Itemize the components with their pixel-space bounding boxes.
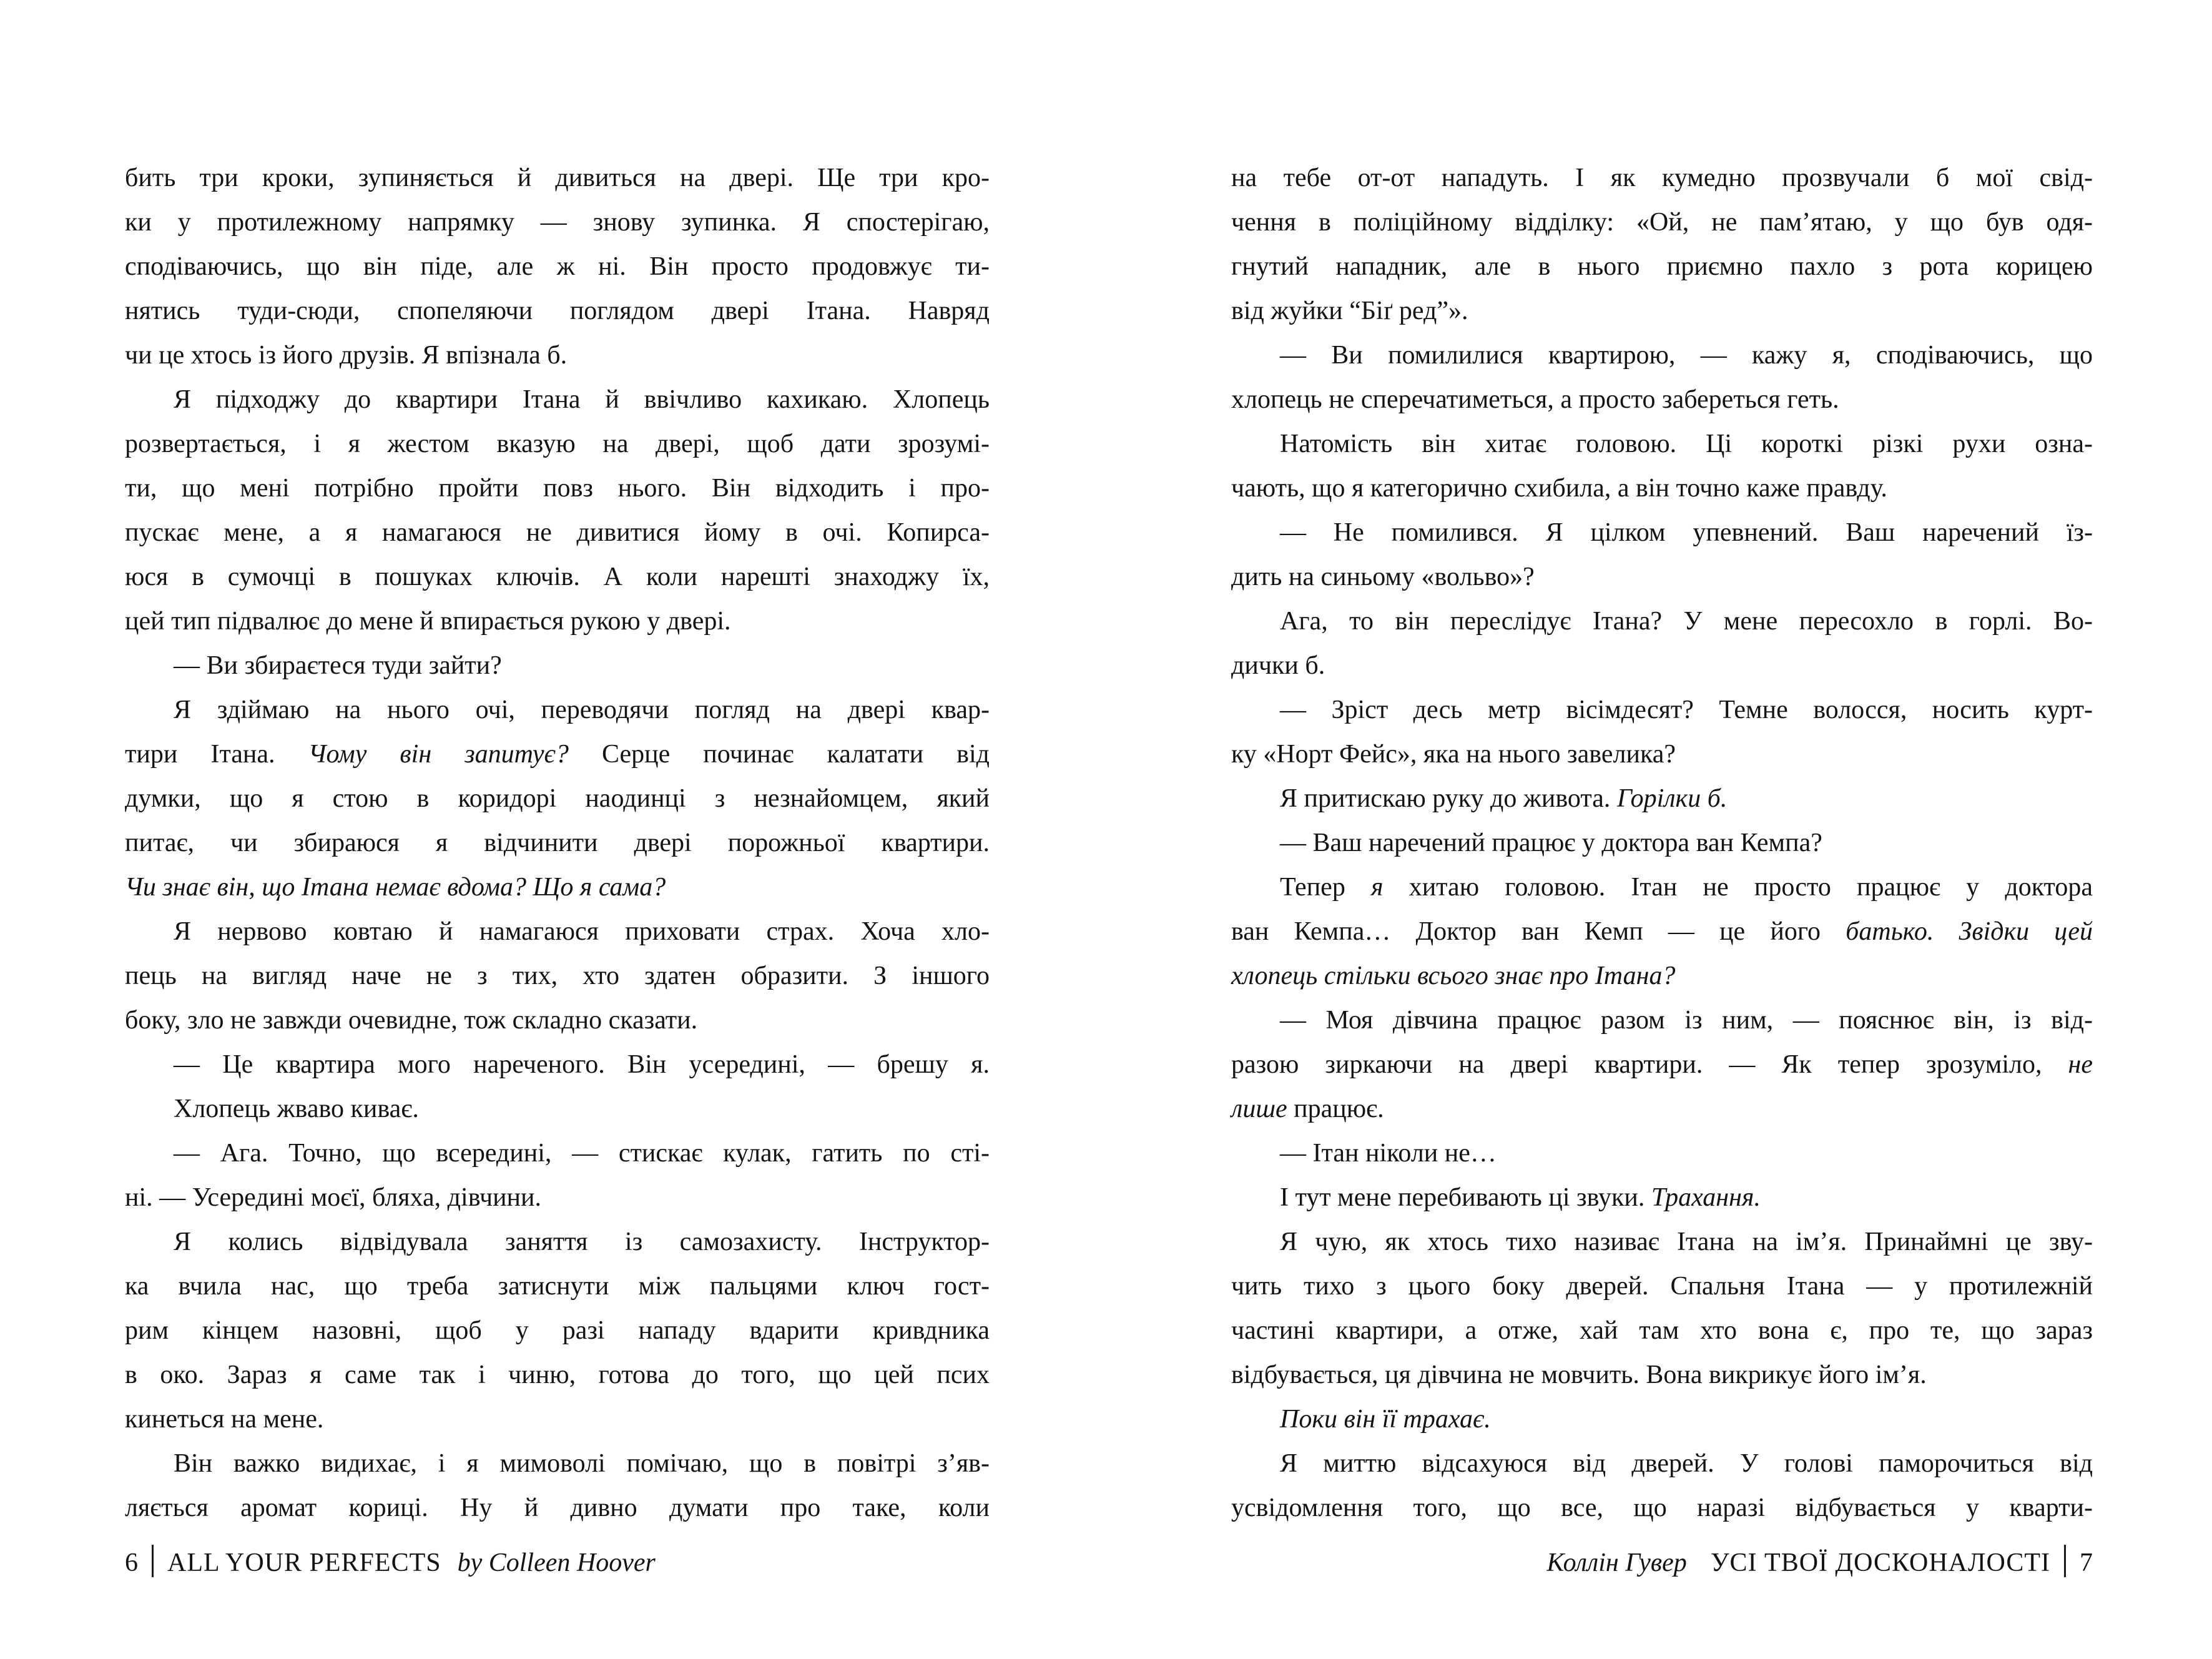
body-text: Я колись відвідувала заняття із самозахисту. Інструктор- bbox=[174, 1228, 990, 1256]
body-text: ка вчила нас, що треба затиснути між пальцями ключ гост- bbox=[125, 1272, 990, 1301]
right-page-footer bbox=[1231, 1541, 2093, 1585]
body-text: в око. Зараз я саме так і чиню, готова до того, що цей псих bbox=[125, 1361, 990, 1389]
body-text: — Не помилився. Я цілком упевнений. Ваш наречений їз- bbox=[1280, 518, 2093, 547]
body-text: Натомість він хитає головою. Ці короткі різкі рухи озна- bbox=[1280, 430, 2093, 458]
text-line bbox=[125, 555, 990, 599]
body-text: Я притискаю руку до живота. bbox=[1280, 784, 1617, 813]
body-text: чення в поліційному відділку: «Ой, не пам’ятаю, у що був одя- bbox=[1231, 208, 2093, 237]
body-text: працює. bbox=[1287, 1095, 1384, 1123]
body-text: кинеться на мене. bbox=[125, 1405, 324, 1434]
text-line bbox=[1231, 644, 2093, 688]
text-line bbox=[125, 1397, 990, 1442]
body-text: юся в сумочці в пошуках ключів. А коли нарешті знаходжу їх, bbox=[125, 563, 990, 591]
author-byline: by Colleen Hoover bbox=[457, 1548, 656, 1577]
text-line bbox=[125, 245, 990, 289]
footer-divider bbox=[152, 1545, 154, 1577]
body-text: — Ітан ніколи не… bbox=[1280, 1139, 1497, 1168]
body-text: Я чую, як хтось тихо називає Ітана на ім’я. Принаймні це зву- bbox=[1280, 1228, 2093, 1256]
text-line bbox=[125, 156, 990, 200]
body-text: Я миттю відсахуюся від дверей. У голові паморочиться від bbox=[1280, 1449, 2093, 1478]
text-line bbox=[1231, 1264, 2093, 1309]
body-text: Я нервово ковтаю й намагаюся приховати страх. Хоча хло- bbox=[174, 917, 990, 946]
page-number-right: 7 bbox=[2080, 1548, 2093, 1577]
body-text: на тебе от-от нападуть. І як кумедно прозвучали б мої свід- bbox=[1231, 164, 2093, 192]
italic-text: лише bbox=[1231, 1095, 1287, 1123]
body-text: сподіваючись, що він піде, але ж ні. Він просто продовжує ти- bbox=[125, 252, 990, 281]
text-line bbox=[125, 732, 990, 777]
body-text: ні. — Усередині моєї, бляха, дівчини. bbox=[125, 1183, 541, 1212]
text-line bbox=[1231, 1309, 2093, 1353]
body-text: боку, зло не завжди очевидне, тож складно сказати. bbox=[125, 1006, 698, 1035]
body-text: — Зріст десь метр вісімдесят? Темне волосся, носить курт- bbox=[1280, 696, 2093, 724]
text-line bbox=[125, 1131, 990, 1176]
text-line bbox=[1231, 1220, 2093, 1264]
text-line bbox=[1231, 1486, 2093, 1530]
body-text: питає, чи збираюся я відчинити двері порожньої квартири. bbox=[125, 829, 990, 857]
body-text: — Ви збираєтеся туди зайти? bbox=[174, 651, 502, 680]
text-line bbox=[1231, 466, 2093, 511]
body-text: бить три кроки, зупиняється й дивиться на двері. Ще три кро- bbox=[125, 164, 990, 192]
text-line bbox=[1231, 156, 2093, 200]
text-line bbox=[125, 599, 990, 644]
author-name: Коллін Гувер bbox=[1546, 1548, 1687, 1577]
text-line bbox=[1231, 688, 2093, 732]
text-line bbox=[1231, 777, 2093, 821]
body-text: усвідомлення того, що все, що наразі відбувається у кварти- bbox=[1231, 1494, 2093, 1522]
running-title-left: ALL YOUR PERFECTS bbox=[167, 1548, 441, 1577]
text-line bbox=[125, 821, 990, 865]
text-line bbox=[125, 200, 990, 245]
text-line bbox=[125, 910, 990, 954]
text-line bbox=[125, 1442, 990, 1486]
text-line bbox=[125, 1043, 990, 1087]
italic-text: Трахання. bbox=[1651, 1183, 1761, 1212]
body-text: тири Ітана. bbox=[125, 740, 308, 769]
text-line bbox=[1231, 289, 2093, 333]
body-text: — Ви помилилися квартирою, — кажу я, сподіваючись, що bbox=[1280, 341, 2093, 370]
body-text: цей тип підвалює до мене й впирається рукою у двері. bbox=[125, 607, 731, 636]
text-line bbox=[1231, 245, 2093, 289]
text-line bbox=[1231, 1397, 2093, 1442]
italic-text: не bbox=[2068, 1050, 2093, 1079]
text-line bbox=[125, 333, 990, 378]
body-text: ван Кемпа… Доктор ван Кемп — це його bbox=[1231, 917, 1846, 946]
italic-text: Горілки б. bbox=[1616, 784, 1728, 813]
text-line bbox=[125, 644, 990, 688]
body-text: Хлопець жваво киває. bbox=[174, 1095, 419, 1123]
body-text: частині квартири, а отже, хай там хто вона є, про те, що зараз bbox=[1231, 1316, 2093, 1345]
text-line bbox=[1231, 1131, 2093, 1176]
text-line bbox=[125, 688, 990, 732]
text-line bbox=[125, 954, 990, 998]
left-page bbox=[125, 156, 990, 1530]
right-page bbox=[1231, 156, 2093, 1530]
italic-text: Чи знає він, що Ітана немає вдома? Що я сама? bbox=[125, 873, 666, 902]
italic-text: Поки він її трахає. bbox=[1280, 1405, 1491, 1434]
text-line bbox=[1231, 1176, 2093, 1220]
text-line bbox=[125, 1353, 990, 1397]
body-text: Я здіймаю на нього очі, переводячи погляд на двері квар- bbox=[174, 696, 990, 724]
italic-text: хлопець стільки всього знає про Ітана? bbox=[1231, 962, 1676, 990]
text-line bbox=[125, 1087, 990, 1131]
body-text: Він важко видихає, і я мимоволі помічаю, що в повітрі з’яв- bbox=[174, 1449, 990, 1478]
body-text: Я підходжу до квартири Ітана й ввічливо кахикаю. Хлопець bbox=[174, 385, 990, 414]
text-line bbox=[1231, 732, 2093, 777]
text-line bbox=[1231, 865, 2093, 910]
text-line bbox=[125, 1220, 990, 1264]
body-text: дички б. bbox=[1231, 651, 1325, 680]
text-line bbox=[1231, 1442, 2093, 1486]
body-text: ку «Норт Фейс», яка на нього завелика? bbox=[1231, 740, 1676, 769]
text-line bbox=[125, 289, 990, 333]
text-line bbox=[1231, 998, 2093, 1043]
body-text: разою зиркаючи на двері квартири. — Як тепер зрозуміло, bbox=[1231, 1050, 2068, 1079]
text-line bbox=[125, 1176, 990, 1220]
body-text: хлопець не сперечатиметься, а просто забереться геть. bbox=[1231, 385, 1839, 414]
italic-text: я bbox=[1371, 873, 1384, 902]
body-text: відбувається, ця дівчина не мовчить. Вона викрикує його ім’я. bbox=[1231, 1361, 1927, 1389]
body-text: Серце починає калатати від bbox=[568, 740, 990, 769]
body-text: — Це квартира мого нареченого. Він усередині, — брешу я. bbox=[174, 1050, 990, 1079]
text-line bbox=[1231, 378, 2093, 422]
body-text: думки, що я стою в коридорі наодинці з незнайомцем, який bbox=[125, 784, 990, 813]
body-text: Ага, то він переслідує Ітана? У мене пересохло в горлі. Во- bbox=[1280, 607, 2093, 636]
text-line bbox=[1231, 821, 2093, 865]
body-text: І тут мене перебивають ці звуки. bbox=[1280, 1183, 1651, 1212]
text-line bbox=[1231, 1043, 2093, 1087]
body-text: — Моя дівчина працює разом із ним, — пояснює він, із від- bbox=[1280, 1006, 2093, 1035]
body-text: хитаю головою. Ітан не просто працює у доктора bbox=[1383, 873, 2093, 902]
text-line bbox=[1231, 1087, 2093, 1131]
text-line bbox=[125, 378, 990, 422]
text-line bbox=[125, 422, 990, 466]
body-text: дить на синьому «вольво»? bbox=[1231, 563, 1535, 591]
body-text: ки у протилежному напрямку — знову зупинка. Я спостерігаю, bbox=[125, 208, 990, 237]
text-line bbox=[1231, 511, 2093, 555]
body-text: — Ага. Точно, що всередині, — стискає кулак, гатить по сті- bbox=[174, 1139, 990, 1168]
body-text: нятись туди-сюди, спопеляючи поглядом двері Ітана. Навряд bbox=[125, 297, 990, 325]
text-line bbox=[1231, 599, 2093, 644]
text-line bbox=[1231, 333, 2093, 378]
body-text: чають, що я категорично схибила, а він точно каже правду. bbox=[1231, 474, 1887, 503]
body-text: пускає мене, а я намагаюся не дивитися йому в очі. Копирса- bbox=[125, 518, 990, 547]
text-line bbox=[125, 777, 990, 821]
body-text: чить тихо з цього боку дверей. Спальня Ітана — у протилежній bbox=[1231, 1272, 2093, 1301]
body-text: пець на вигляд наче не з тих, хто здатен образити. З іншого bbox=[125, 962, 990, 990]
text-line bbox=[125, 1486, 990, 1530]
text-line bbox=[1231, 200, 2093, 245]
italic-text: Чому він запитує? bbox=[308, 740, 569, 769]
text-line bbox=[125, 865, 990, 910]
text-line bbox=[125, 466, 990, 511]
text-line bbox=[1231, 1353, 2093, 1397]
body-text: ти, що мені потрібно пройти повз нього. Він відходить і про- bbox=[125, 474, 990, 503]
left-page-text bbox=[125, 156, 990, 1530]
right-page-text bbox=[1231, 156, 2093, 1530]
body-text: рим кінцем назовні, щоб у разі нападу вдарити кривдника bbox=[125, 1316, 990, 1345]
body-text: ляється аромат кориці. Ну й дивно думати про таке, коли bbox=[125, 1494, 990, 1522]
text-line bbox=[1231, 954, 2093, 998]
text-line bbox=[125, 511, 990, 555]
body-text: Тепер bbox=[1280, 873, 1371, 902]
text-line bbox=[1231, 422, 2093, 466]
text-line bbox=[1231, 555, 2093, 599]
page-number-left: 6 bbox=[125, 1548, 138, 1577]
body-text: — Ваш наречений працює у доктора ван Кемпа? bbox=[1280, 829, 1822, 857]
footer-divider bbox=[2064, 1545, 2066, 1577]
running-title-right: УСІ ТВОЇ ДОСКОНАЛОСТІ bbox=[1710, 1548, 2050, 1577]
body-text: гнутий нападник, але в нього приємно пахло з рота корицею bbox=[1231, 252, 2093, 281]
body-text: чи це хтось із його друзів. Я впізнала б. bbox=[125, 341, 568, 370]
body-text: розвертається, і я жестом вказую на двері, щоб дати зрозумі- bbox=[125, 430, 990, 458]
body-text: від жуйки “Біґ ред”». bbox=[1231, 297, 1468, 325]
left-page-footer bbox=[125, 1541, 656, 1585]
text-line bbox=[125, 1264, 990, 1309]
text-line bbox=[125, 998, 990, 1043]
italic-text: батько. Звідки цей bbox=[1846, 917, 2093, 946]
text-line bbox=[125, 1309, 990, 1353]
text-line bbox=[1231, 910, 2093, 954]
